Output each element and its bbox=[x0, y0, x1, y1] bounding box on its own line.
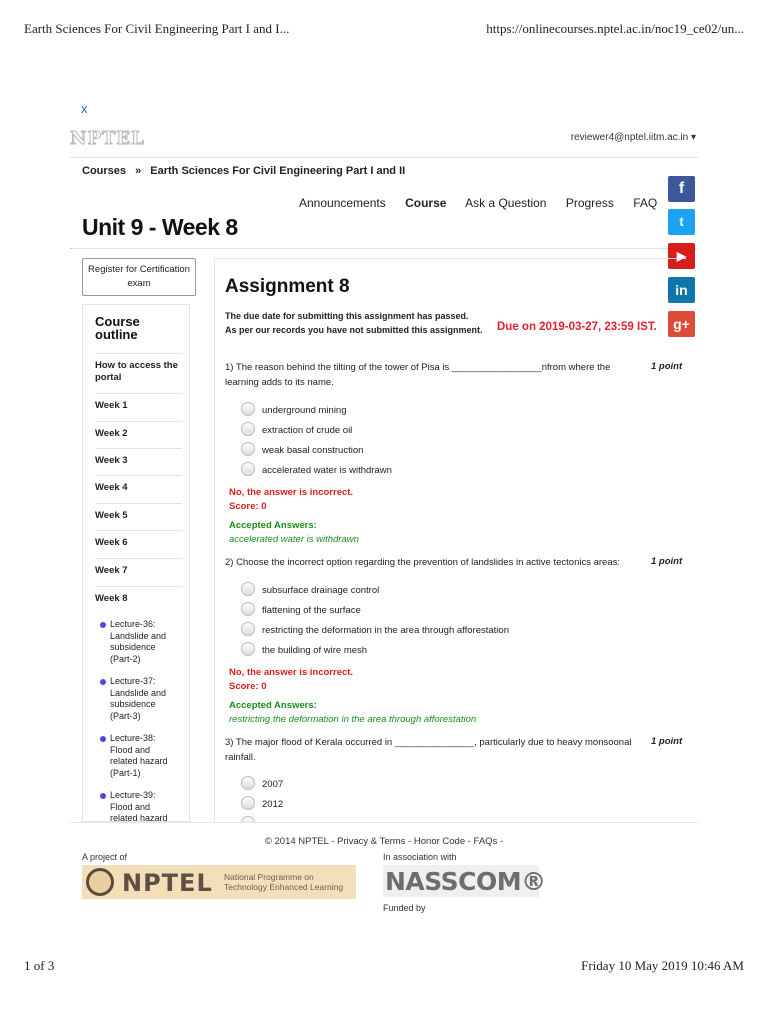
question-2-points: 1 point bbox=[651, 556, 683, 567]
option-label: 2007 bbox=[262, 779, 284, 790]
breadcrumb bbox=[82, 165, 405, 177]
register-button[interactable]: Register for Certification exam bbox=[82, 258, 196, 296]
accepted-answer: accelerated water is withdrawn bbox=[229, 534, 359, 545]
nav-progress[interactable]: Progress bbox=[565, 196, 614, 210]
nav-announcements[interactable]: Announcements bbox=[299, 196, 386, 210]
radio-button[interactable] bbox=[241, 602, 255, 616]
assignment-title: Assignment 8 bbox=[225, 276, 350, 297]
funded-by-label: Funded by bbox=[383, 903, 426, 913]
nasscom-wordmark: NASSCOM® bbox=[385, 867, 546, 896]
option-label: 2012 bbox=[262, 799, 284, 810]
page-title: Unit 9 - Week 8 bbox=[82, 214, 238, 240]
nptel-tagline: National Programme on Technology Enhanced Learning bbox=[224, 872, 344, 892]
option-label: flattening of the surface bbox=[262, 605, 361, 616]
result-text: No, the answer is incorrect. bbox=[229, 667, 354, 678]
question-1-option[interactable] bbox=[241, 405, 347, 416]
radio-button[interactable] bbox=[241, 622, 255, 636]
project-of-label: A project of bbox=[82, 852, 128, 862]
nav-faq[interactable]: FAQ bbox=[633, 196, 658, 210]
lecture-label: Lecture-38: Flood and related hazard (Part-1) bbox=[110, 733, 168, 778]
breadcrumb-course[interactable]: Earth Sciences For Civil Engineering Part I and II bbox=[150, 165, 406, 177]
close-link[interactable]: x bbox=[81, 101, 88, 116]
bullet-icon bbox=[100, 679, 106, 685]
question-2-option[interactable] bbox=[241, 585, 379, 596]
title-divider bbox=[70, 248, 698, 249]
sidebar-item-week-2[interactable]: Week 2 bbox=[95, 421, 182, 439]
radio-button[interactable] bbox=[241, 776, 255, 790]
question-3-points: 1 point bbox=[651, 736, 683, 747]
radio-button[interactable] bbox=[241, 422, 255, 436]
question-1-points: 1 point bbox=[651, 361, 683, 372]
sidebar-item-week-6[interactable]: Week 6 bbox=[95, 530, 182, 548]
sidebar-lecture-39[interactable] bbox=[100, 790, 180, 822]
radio-button[interactable] bbox=[241, 442, 255, 456]
question-3-text: 3) The major flood of Kerala occurred in _______________, particularly due to heavy monsoonal rainfall. bbox=[225, 737, 632, 763]
sidebar-item-week-8[interactable]: Week 8 bbox=[95, 586, 182, 604]
bullet-icon bbox=[100, 736, 106, 742]
linkedin-icon[interactable]: in bbox=[668, 277, 695, 303]
google-plus-icon[interactable]: g+ bbox=[668, 311, 695, 337]
accepted-answer: restricting the deformation in the area through afforestation bbox=[229, 714, 477, 725]
accepted-answers-label: Accepted Answers: bbox=[229, 700, 317, 711]
nptel-banner-logo[interactable] bbox=[82, 865, 356, 899]
twitter-icon[interactable]: t bbox=[668, 209, 695, 235]
nav-course[interactable]: Course bbox=[405, 196, 447, 210]
user-menu[interactable]: reviewer4@nptel.iitm.ac.in ▾ bbox=[570, 132, 696, 143]
due-passed-text: The due date for submitting this assignment has passed. bbox=[225, 311, 469, 321]
course-outline-sidebar bbox=[82, 304, 190, 822]
sidebar-item-week-3[interactable]: Week 3 bbox=[95, 448, 182, 466]
option-label: the building of wire mesh bbox=[262, 645, 368, 656]
question-1-option[interactable] bbox=[241, 425, 352, 436]
assignment-panel bbox=[214, 258, 686, 822]
question-3-option[interactable] bbox=[241, 799, 283, 810]
nptel-emblem-icon bbox=[86, 868, 114, 896]
bullet-icon bbox=[100, 793, 106, 799]
option-label: accelerated water is withdrawn bbox=[262, 465, 392, 476]
option-label: underground mining bbox=[262, 405, 347, 416]
sidebar-item-how-to-access[interactable]: How to access the portal bbox=[95, 353, 182, 384]
facebook-icon[interactable]: f bbox=[668, 176, 695, 202]
radio-button[interactable] bbox=[241, 402, 255, 416]
radio-button[interactable] bbox=[241, 642, 255, 656]
sidebar-item-week-1[interactable]: Week 1 bbox=[95, 393, 182, 411]
submission-notice bbox=[225, 309, 485, 337]
option-label: extraction of crude oil bbox=[262, 425, 353, 436]
footer-links[interactable]: © 2014 NPTEL - Privacy & Terms - Honor Code - FAQs - bbox=[264, 836, 504, 847]
radio-button[interactable] bbox=[241, 462, 255, 476]
top-bar bbox=[70, 128, 698, 158]
result-text: No, the answer is incorrect. bbox=[229, 487, 354, 498]
question-3-option[interactable] bbox=[241, 779, 283, 790]
option-label: restricting the deformation in the area through afforestation bbox=[262, 625, 509, 636]
not-submitted-text: As per our records you have not submitted this assignment. bbox=[225, 325, 483, 335]
question-2-option[interactable] bbox=[241, 645, 367, 656]
sidebar-heading: Course outline bbox=[95, 314, 140, 342]
nptel-logo[interactable]: NPTEL bbox=[70, 128, 145, 149]
sidebar-lecture-38[interactable] bbox=[100, 733, 180, 779]
question-2-option[interactable] bbox=[241, 605, 361, 616]
footer-divider bbox=[70, 822, 698, 823]
bullet-icon bbox=[100, 622, 106, 628]
due-date: Due on 2019-03-27, 23:59 IST. bbox=[497, 321, 657, 333]
question-1-option[interactable] bbox=[241, 445, 363, 456]
sidebar-item-week-4[interactable]: Week 4 bbox=[95, 475, 182, 493]
question-2-option[interactable] bbox=[241, 625, 509, 636]
lecture-label: Lecture-39: Flood and related hazard bbox=[110, 790, 168, 822]
question-2-text: 2) Choose the incorrect option regarding the prevention of landslides in active tectonics areas: bbox=[225, 557, 621, 568]
lecture-label: Lecture-37: Landslide and subsidence (Part-3) bbox=[110, 676, 167, 721]
print-datetime: Friday 10 May 2019 10:46 AM bbox=[581, 958, 744, 973]
radio-button[interactable] bbox=[241, 796, 255, 810]
option-label: weak basal construction bbox=[262, 445, 364, 456]
score-text: Score: 0 bbox=[229, 681, 267, 692]
print-page-title: Earth Sciences For Civil Engineering Part I and I... bbox=[24, 21, 290, 36]
question-2-result bbox=[229, 666, 353, 694]
breadcrumb-courses[interactable]: Courses bbox=[82, 165, 127, 177]
sidebar-item-week-5[interactable]: Week 5 bbox=[95, 503, 182, 521]
nptel-wordmark: NPTEL bbox=[122, 869, 213, 897]
question-1-result bbox=[229, 486, 353, 514]
nasscom-logo[interactable] bbox=[383, 865, 546, 897]
accepted-answers-label: Accepted Answers: bbox=[229, 520, 317, 531]
question-1-option[interactable] bbox=[241, 465, 392, 476]
print-page-number: 1 of 3 bbox=[24, 958, 55, 973]
radio-button[interactable] bbox=[241, 582, 255, 596]
breadcrumb-separator: » bbox=[135, 165, 142, 177]
question-1-text: 1) The reason behind the tilting of the tower of Pisa is _________________nfrom where the learning adds to its name. bbox=[225, 362, 611, 388]
sidebar-item-week-7[interactable]: Week 7 bbox=[95, 558, 182, 576]
course-nav bbox=[299, 196, 673, 210]
score-text: Score: 0 bbox=[229, 501, 267, 512]
lecture-label: Lecture-36: Landslide and subsidence (Part-2) bbox=[110, 619, 167, 664]
sidebar-lecture-37[interactable] bbox=[100, 676, 180, 722]
nav-ask-question[interactable]: Ask a Question bbox=[465, 196, 547, 210]
option-label: subsurface drainage control bbox=[262, 585, 380, 596]
association-label: In association with bbox=[383, 852, 457, 862]
youtube-icon[interactable]: ▶ bbox=[668, 243, 695, 269]
sidebar-lecture-36[interactable] bbox=[100, 619, 180, 665]
print-url: https://onlinecourses.nptel.ac.in/noc19_ce02/un... bbox=[486, 21, 744, 36]
